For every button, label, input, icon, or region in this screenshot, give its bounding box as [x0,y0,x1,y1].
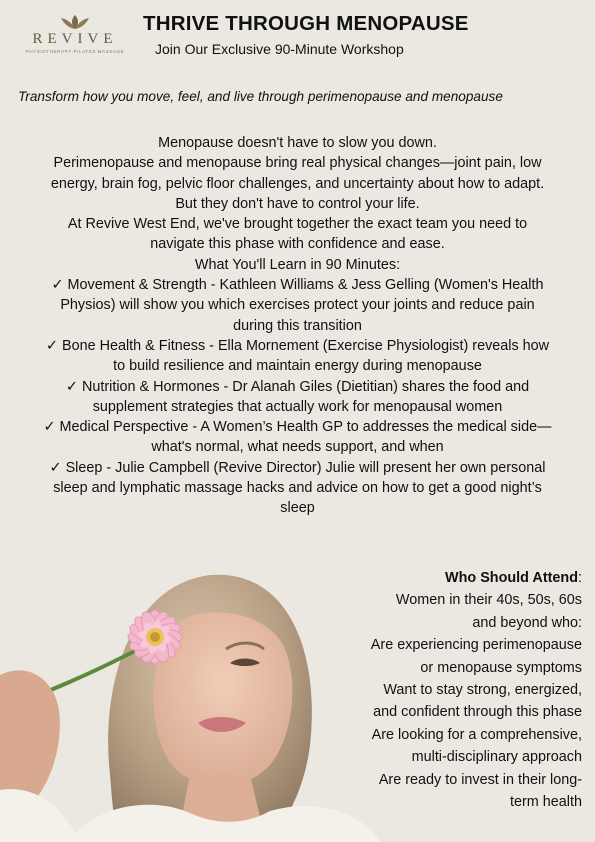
attend-line: Want to stay strong, energized, [383,682,582,699]
body-line: energy, brain fog, pelvic floor challenges, and uncertainty about how to adapt. [50,175,545,192]
sleeve [0,789,80,842]
body-line: Perimenopause and menopause bring real physical changes—joint pain, low [53,155,542,172]
workshop-description [0,133,595,519]
page-title: THRIVE THROUGH MENOPAUSE [143,12,469,35]
attend-line: or menopause symptoms [420,659,582,676]
attend-line: Are experiencing perimenopause [370,637,582,654]
body-line: Menopause doesn't have to slow you down. [158,135,437,151]
lotus-icon [58,14,92,30]
learn-heading: What You'll Learn in 90 Minutes: [194,256,401,273]
body-line: ✓ Bone Health & Fitness - Ella Mornement (Exercise Physiologist) reveals how [45,337,550,354]
attend-line: and beyond who: [472,614,582,631]
attend-heading: Who Should Attend [445,570,578,586]
who-should-attend [322,567,582,813]
body-line: ✓ Medical Perspective - A Women’s Health GP to addresses the medical side— [43,419,552,436]
attend-heading-colon: : [578,570,582,586]
body-line: ✓ Nutrition & Hormones - Dr Alanah Giles (Dietitian) shares the food and [65,378,530,395]
page-subtitle: Join Our Exclusive 90-Minute Workshop [155,41,404,57]
body-line: to build resilience and maintain energy during menopause [113,358,482,375]
brand-tagline: PHYSIOTHERAPY PILATES MASSAGE [25,49,125,54]
brand-name: REVIVE [32,31,118,47]
body-line: But they don't have to control your life. [175,195,420,212]
attend-line: and confident through this phase [373,704,582,721]
body-line: ✓ Sleep - Julie Campbell (Revive Director) Julie will present her own personal [49,459,546,476]
body-line: during this transition [233,317,362,334]
body-line: sleep [280,500,315,517]
body-line: what's normal, what needs support, and when [151,439,444,456]
body-line: ✓ Movement & Strength - Kathleen Williams & Jess Gelling (Women's Health [51,277,544,294]
body-line: At Revive West End, we've brought together the exact team you need to [67,216,528,233]
brand-logo [22,14,128,54]
attend-line: term health [510,794,582,811]
body-line: navigate this phase with confidence and ease. [150,236,445,253]
intro-tagline: Transform how you move, feel, and live through perimenopause and menopause [18,89,503,104]
attend-line: Are looking for a comprehensive, [371,726,582,743]
attend-line: multi-disciplinary approach [411,749,582,766]
attend-line: Women in their 40s, 50s, 60s [395,592,582,609]
attend-line: Are ready to invest in their long- [378,771,582,788]
body-line: sleep and lymphatic massage hacks and advice on how to get a good night’s [53,480,542,497]
body-line: supplement strategies that actually work for menopausal women [92,398,503,415]
body-line: Physios) will show you which exercises protect your joints and reduce pain [60,297,535,314]
